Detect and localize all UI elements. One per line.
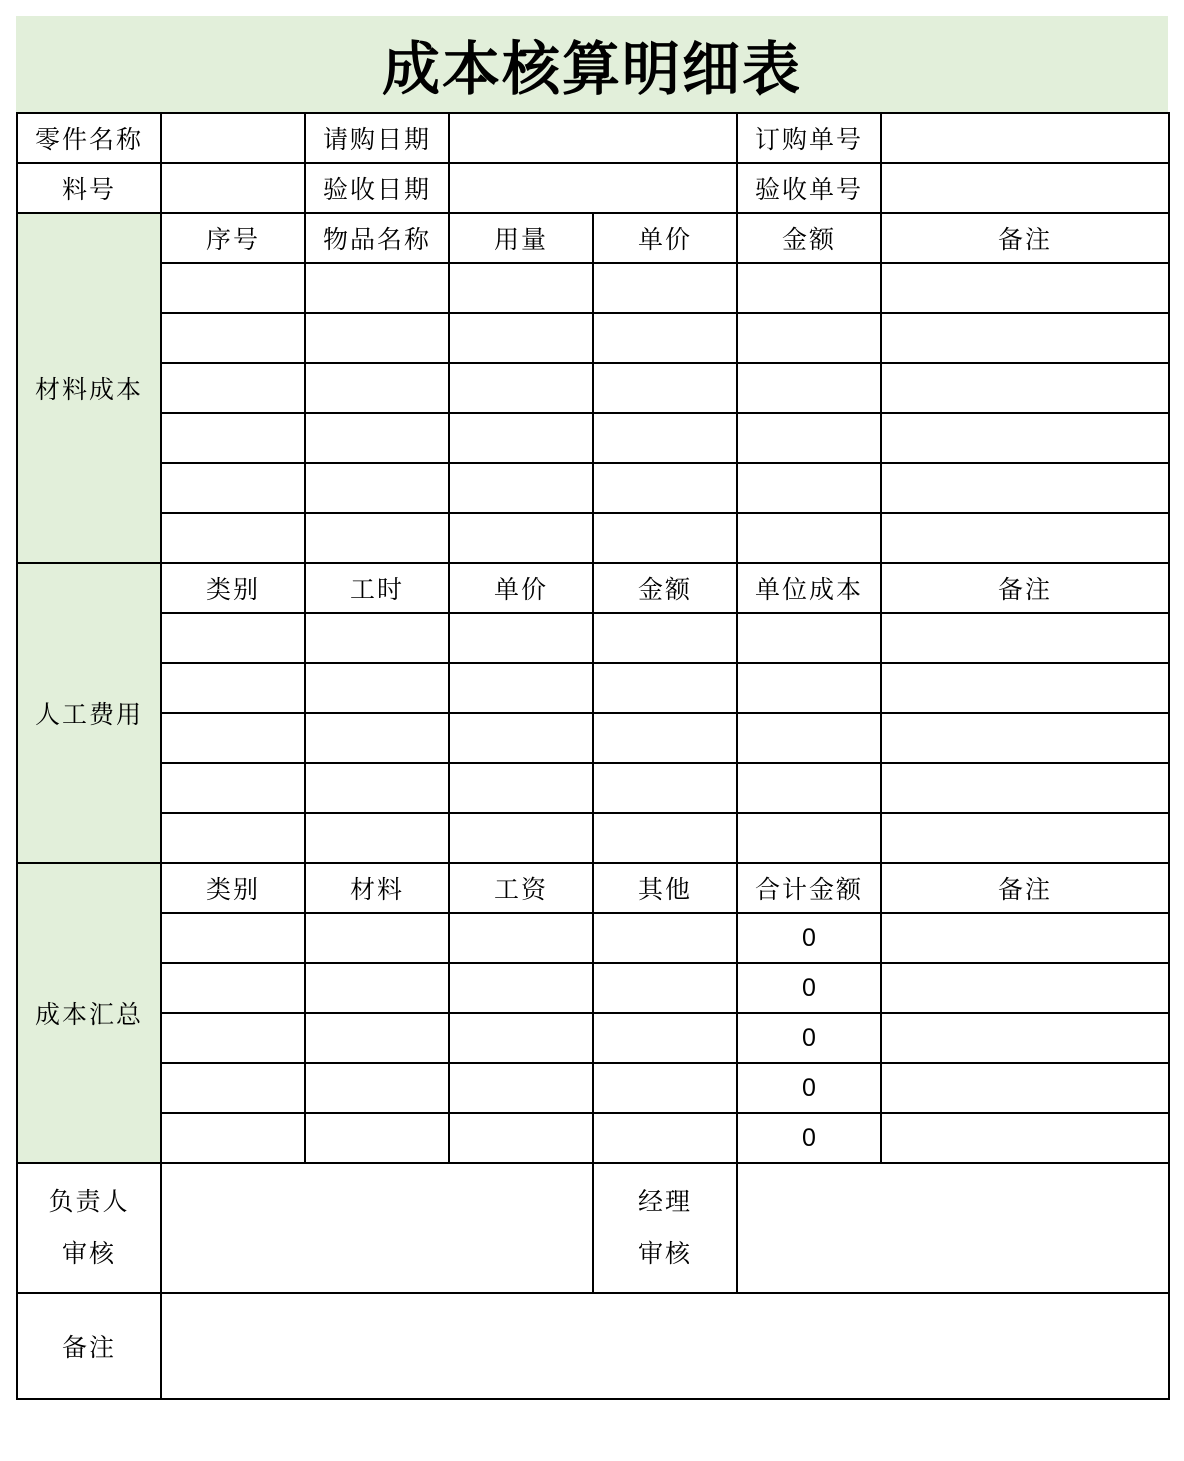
labor-cost-cell[interactable] — [449, 713, 593, 763]
cost-summary-cell[interactable] — [593, 1063, 737, 1113]
material-cost-cell[interactable] — [161, 463, 305, 513]
material-cost-cell[interactable] — [449, 513, 593, 563]
material-cost-row — [17, 313, 1169, 363]
cost-summary-cell[interactable] — [593, 1113, 737, 1163]
labor-cost-cell[interactable] — [305, 613, 449, 663]
cost-summary-cell[interactable] — [881, 1113, 1169, 1163]
labor-cost-cell[interactable] — [593, 713, 737, 763]
cost-summary-cell[interactable] — [305, 963, 449, 1013]
labor-cost-cell[interactable] — [161, 763, 305, 813]
cost-summary-column-header: 合计金额 — [737, 863, 881, 913]
cost-summary-cell[interactable] — [161, 963, 305, 1013]
material-cost-cell[interactable] — [593, 263, 737, 313]
cost-summary-cell[interactable] — [881, 1063, 1169, 1113]
labor-cost-row — [17, 713, 1169, 763]
approval-row — [17, 1163, 1169, 1293]
material-cost-cell[interactable] — [737, 363, 881, 413]
material-cost-cell[interactable] — [305, 313, 449, 363]
material-cost-cell[interactable] — [449, 313, 593, 363]
material-cost-cell[interactable] — [449, 363, 593, 413]
cost-summary-row — [17, 963, 1169, 1013]
cost-summary-cell[interactable] — [593, 913, 737, 963]
material-cost-cell[interactable] — [881, 413, 1169, 463]
cost-summary-column-header: 备注 — [881, 863, 1169, 913]
material-cost-cell[interactable] — [737, 313, 881, 363]
material-cost-cell[interactable] — [593, 513, 737, 563]
owner-label-line2: 审核 — [61, 1239, 116, 1268]
material-number-field[interactable] — [161, 163, 305, 213]
material-cost-row — [17, 263, 1169, 313]
owner-label-line1: 负责人 — [48, 1187, 130, 1216]
labor-cost-header-row — [17, 563, 1169, 613]
cost-summary-cell[interactable] — [881, 913, 1169, 963]
material-cost-column-header: 物品名称 — [305, 213, 449, 263]
material-number-label: 料号 — [17, 163, 161, 213]
labor-cost-column-header: 金额 — [593, 563, 737, 613]
acceptance-number-label: 验收单号 — [737, 163, 881, 213]
material-cost-column-header: 金额 — [737, 213, 881, 263]
order-number-label: 订购单号 — [737, 113, 881, 163]
cost-summary-cell[interactable] — [161, 1063, 305, 1113]
cost-summary-cell[interactable] — [593, 1013, 737, 1063]
labor-cost-cell[interactable] — [737, 763, 881, 813]
cost-summary-column-header: 工资 — [449, 863, 593, 913]
labor-cost-cell[interactable] — [737, 813, 881, 863]
labor-cost-column-header: 备注 — [881, 563, 1169, 613]
info-row-2 — [17, 163, 1169, 213]
labor-cost-cell[interactable] — [449, 813, 593, 863]
labor-cost-cell[interactable] — [881, 663, 1169, 713]
cost-summary-cell[interactable] — [449, 963, 593, 1013]
labor-cost-cell[interactable] — [737, 713, 881, 763]
cost-summary-column-header: 材料 — [305, 863, 449, 913]
material-cost-cell[interactable] — [881, 363, 1169, 413]
labor-cost-cell[interactable] — [881, 713, 1169, 763]
notes-field[interactable] — [161, 1293, 1169, 1399]
material-cost-cell[interactable] — [593, 313, 737, 363]
cost-summary-column-header: 类别 — [161, 863, 305, 913]
part-name-label: 零件名称 — [17, 113, 161, 163]
material-cost-cell[interactable] — [161, 413, 305, 463]
labor-cost-cell[interactable] — [161, 663, 305, 713]
cost-summary-cell[interactable] — [161, 1013, 305, 1063]
labor-cost-cell[interactable] — [449, 613, 593, 663]
material-cost-cell[interactable] — [737, 513, 881, 563]
request-date-field[interactable] — [449, 113, 737, 163]
material-cost-row — [17, 513, 1169, 563]
labor-cost-column-header: 单位成本 — [737, 563, 881, 613]
cost-summary-cell[interactable] — [449, 1013, 593, 1063]
labor-cost-row — [17, 813, 1169, 863]
manager-label-line1: 经理 — [637, 1187, 692, 1216]
material-cost-cell[interactable] — [305, 463, 449, 513]
cost-summary-cell[interactable] — [305, 1063, 449, 1113]
cost-summary-cell[interactable] — [881, 963, 1169, 1013]
material-cost-column-header: 单价 — [593, 213, 737, 263]
material-cost-cell[interactable] — [161, 313, 305, 363]
labor-cost-section-label: 人工费用 — [17, 563, 161, 863]
material-cost-cell[interactable] — [881, 463, 1169, 513]
owner-review-field[interactable] — [161, 1163, 593, 1293]
cost-summary-section-label: 成本汇总 — [17, 863, 161, 1163]
cost-summary-cell[interactable]: 0 — [737, 1113, 881, 1163]
labor-cost-cell[interactable] — [161, 613, 305, 663]
cost-summary-row — [17, 1063, 1169, 1113]
labor-cost-cell[interactable] — [305, 813, 449, 863]
page-title: 成本核算明细表 — [381, 35, 802, 103]
material-cost-cell[interactable] — [449, 263, 593, 313]
material-cost-cell[interactable] — [881, 263, 1169, 313]
cost-summary-cell[interactable]: 0 — [737, 963, 881, 1013]
labor-cost-cell[interactable] — [161, 713, 305, 763]
manager-review-label — [593, 1163, 737, 1293]
material-cost-cell[interactable] — [737, 463, 881, 513]
cost-summary-cell[interactable]: 0 — [737, 913, 881, 963]
labor-cost-cell[interactable] — [593, 813, 737, 863]
material-cost-column-header: 备注 — [881, 213, 1169, 263]
material-cost-cell[interactable] — [161, 513, 305, 563]
cost-summary-cell[interactable] — [305, 1113, 449, 1163]
labor-cost-cell[interactable] — [449, 763, 593, 813]
material-cost-cell[interactable] — [881, 513, 1169, 563]
cost-summary-row — [17, 1113, 1169, 1163]
info-row-1 — [17, 113, 1169, 163]
material-cost-row — [17, 463, 1169, 513]
cost-summary-cell[interactable] — [449, 913, 593, 963]
cost-summary-cell[interactable]: 0 — [737, 1063, 881, 1113]
material-cost-row — [17, 363, 1169, 413]
cost-table — [16, 112, 1170, 1400]
material-cost-header-row — [17, 213, 1169, 263]
material-cost-row — [17, 413, 1169, 463]
order-number-field[interactable] — [881, 113, 1169, 163]
labor-cost-cell[interactable] — [737, 663, 881, 713]
material-cost-cell[interactable] — [449, 413, 593, 463]
labor-cost-cell[interactable] — [161, 813, 305, 863]
material-cost-cell[interactable] — [593, 363, 737, 413]
material-cost-cell[interactable] — [161, 363, 305, 413]
notes-row — [17, 1293, 1169, 1399]
cost-summary-cell[interactable]: 0 — [737, 1013, 881, 1063]
labor-cost-cell[interactable] — [881, 813, 1169, 863]
cost-summary-cell[interactable] — [593, 963, 737, 1013]
labor-cost-row — [17, 663, 1169, 713]
labor-cost-cell[interactable] — [305, 713, 449, 763]
labor-cost-cell[interactable] — [737, 613, 881, 663]
cost-summary-row — [17, 1013, 1169, 1063]
material-cost-cell[interactable] — [737, 263, 881, 313]
material-cost-cell[interactable] — [305, 513, 449, 563]
cost-summary-row — [17, 913, 1169, 963]
cost-summary-header-row — [17, 863, 1169, 913]
cost-summary-cell[interactable] — [161, 913, 305, 963]
material-cost-cell[interactable] — [161, 263, 305, 313]
labor-cost-cell[interactable] — [449, 663, 593, 713]
material-cost-cell[interactable] — [593, 413, 737, 463]
labor-cost-cell[interactable] — [305, 663, 449, 713]
cost-summary-cell[interactable] — [161, 1113, 305, 1163]
labor-cost-cell[interactable] — [593, 613, 737, 663]
manager-review-field[interactable] — [737, 1163, 1169, 1293]
cost-summary-cell[interactable] — [305, 1013, 449, 1063]
material-cost-cell[interactable] — [449, 463, 593, 513]
material-cost-column-header: 用量 — [449, 213, 593, 263]
material-cost-column-header: 序号 — [161, 213, 305, 263]
labor-cost-column-header: 工时 — [305, 563, 449, 613]
labor-cost-row — [17, 763, 1169, 813]
owner-review-label — [17, 1163, 161, 1293]
labor-cost-cell[interactable] — [593, 763, 737, 813]
cost-summary-cell[interactable] — [449, 1063, 593, 1113]
material-cost-cell[interactable] — [305, 413, 449, 463]
material-cost-cell[interactable] — [305, 263, 449, 313]
labor-cost-cell[interactable] — [593, 663, 737, 713]
labor-cost-cell[interactable] — [305, 763, 449, 813]
labor-cost-cell[interactable] — [881, 763, 1169, 813]
material-cost-section-label: 材料成本 — [17, 213, 161, 563]
material-cost-cell[interactable] — [737, 413, 881, 463]
request-date-label: 请购日期 — [305, 113, 449, 163]
acceptance-number-field[interactable] — [881, 163, 1169, 213]
material-cost-cell[interactable] — [881, 313, 1169, 363]
labor-cost-column-header: 类别 — [161, 563, 305, 613]
labor-cost-cell[interactable] — [881, 613, 1169, 663]
cost-summary-cell[interactable] — [305, 913, 449, 963]
cost-summary-cell[interactable] — [449, 1113, 593, 1163]
acceptance-date-field[interactable] — [449, 163, 737, 213]
labor-cost-row — [17, 613, 1169, 663]
material-cost-cell[interactable] — [593, 463, 737, 513]
title-band — [16, 16, 1168, 112]
cost-summary-cell[interactable] — [881, 1013, 1169, 1063]
part-name-field[interactable] — [161, 113, 305, 163]
manager-label-line2: 审核 — [637, 1239, 692, 1268]
notes-label: 备注 — [17, 1293, 161, 1399]
acceptance-date-label: 验收日期 — [305, 163, 449, 213]
material-cost-cell[interactable] — [305, 363, 449, 413]
cost-summary-column-header: 其他 — [593, 863, 737, 913]
labor-cost-column-header: 单价 — [449, 563, 593, 613]
